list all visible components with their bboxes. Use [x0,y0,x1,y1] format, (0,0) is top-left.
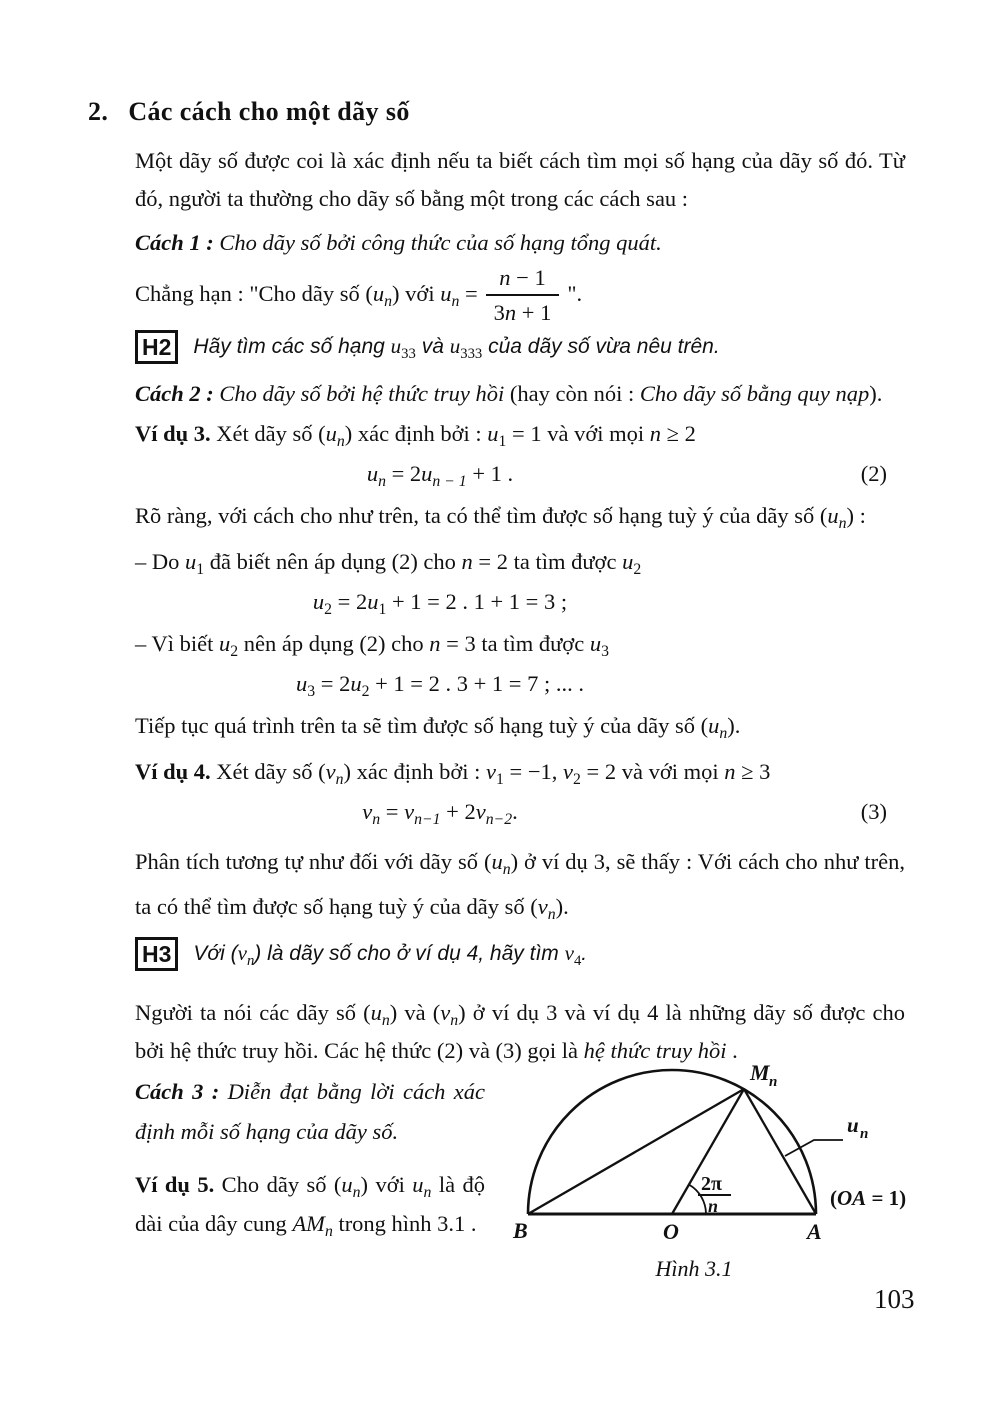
text-run: OA [837,1186,867,1210]
text-run: + 1 [516,299,552,325]
label-u-sub-n: n [860,1126,869,1142]
text-run: ) xác định bởi : [343,759,487,784]
method-1-label: Cách 1 : [135,230,214,255]
text-run: hệ thức truy hồi [583,1038,727,1063]
text-run: + 2 [440,799,476,824]
figure-caption: Hình 3.1 [655,1256,733,1281]
math-sub-1: 1 [498,433,507,450]
h2-badge: H2 [135,330,178,364]
text-run: = 1 và với mọi [506,421,650,446]
activity-h2-text [193,328,719,365]
math-sub-n: n [450,1012,459,1029]
text-run: ) là dãy số cho ở ví dụ 4, hãy tìm [254,942,565,965]
activity-h3-text [193,935,587,972]
math-sub-n-2: n−2 [485,811,513,828]
math-var-u: u [589,631,602,656]
text-run: = 2 [385,461,422,486]
bottom-section [135,1060,907,1307]
example-4-line [135,753,905,791]
math-sub-1: 1 [378,601,387,618]
page-content [88,96,907,1307]
math-sub-1: 1 [196,561,205,578]
math-var-v: v [237,941,247,965]
math-var-v: v [440,1000,451,1025]
text-run: . [726,1038,738,1063]
text-run: ≥ 2 [660,421,696,446]
math-var-u: u [350,671,362,696]
step-2-line [135,625,905,663]
math-var-u: u [367,589,379,614]
continue-line [135,707,905,745]
math-sub-3: 3 [601,643,609,660]
page-number: 103 [874,1284,915,1314]
math-var-n: n [504,299,517,325]
math-var-v: v [563,759,574,784]
text-run: – Do [135,549,185,574]
text-run: nên áp dụng (2) cho [238,631,430,656]
semicircle-arc [528,1070,816,1214]
math-var-u: u [487,421,499,446]
math-sub-n: n [381,1012,390,1029]
text-run: Với ( [193,942,238,965]
text-run: ). [869,381,883,406]
math-var-u: u [325,421,337,446]
math-var-u: u [370,1000,382,1025]
text-run: = 2 ta tìm được [472,549,623,574]
text-run: Cho dãy số bởi hệ thức truy hồi [219,381,505,406]
text-run: đã biết nên áp dụng (2) cho [204,549,462,574]
math-var-AM: AM [292,1211,325,1236]
equation-3 [135,791,905,833]
math-var-n: n [724,759,736,784]
math-sub-333: 333 [460,346,483,362]
text-run: + 1 . [466,461,514,486]
text-run: = −1, [503,759,564,784]
math-u333 [449,334,483,362]
math-var-u: u [708,713,720,738]
math-vn [237,941,255,969]
equation-2 [135,453,905,495]
math-sub-2: 2 [361,683,370,700]
section-heading [88,96,905,128]
math-var-n: n [499,264,511,290]
text-run: Cho dãy số bằng quy nạp [639,381,870,406]
activity-h3 [135,935,905,972]
math-var-u: u [366,461,379,486]
equation-u2 [135,581,905,623]
intro-paragraph [135,142,905,218]
math-var-u: u [622,549,634,574]
text-run: ) với [360,1172,413,1197]
label-u: u [847,1113,859,1137]
math-sub-n: n [246,953,255,969]
math-sub-n: n [502,861,511,878]
text-run: trong hình 3.1 . [332,1211,477,1236]
math-sub-1: 1 [496,771,504,788]
math-var-u: u [412,1172,424,1197]
label-A: A [807,1219,822,1244]
math-sub-n: n [547,906,556,923]
text-run: Cho dãy số ( [214,1172,342,1197]
un-leader-line [785,1140,843,1156]
label-M-sub-n: n [769,1074,778,1090]
math-sub-n: n [451,293,460,310]
text-run: Rõ ràng, với cách cho như trên, ta có thể tìm được số hạng tuỳ ý của dãy số ( [135,503,828,528]
text-run: Chẳng hạn : "Cho dãy số ( [135,281,373,306]
analysis-paragraph [135,839,905,929]
math-sub-n: n [372,811,381,828]
fraction-numerator [486,263,560,296]
angle-denominator: n [708,1196,719,1216]
text-run: ≥ 3 [735,759,771,784]
math-var-v: v [325,759,336,784]
chord-Mn-A [744,1089,816,1214]
math-var-v: v [537,894,548,919]
math-sub-4: 4 [573,953,582,969]
activity-h2 [135,328,905,365]
text-run: − 1 [510,264,546,290]
math-var-n: n [429,631,441,656]
text-run: . [581,942,588,965]
text-run: = 2 [332,589,368,614]
method-1-text: Cho dãy số bởi công thức của số hạng tổng quát. [219,230,662,255]
math-var-u: u [390,334,402,358]
example-formula-line [135,262,905,326]
text-run: Một dãy số được coi là xác định nếu ta biết cách tìm mọi số hạng của dãy số đó. Từ đó, người ta thường cho dãy số bằng một trong các cách sau : [135,148,905,211]
text-run: Phân tích tương tự như đối với dãy số ( [135,849,492,874]
equation-2-number: (2) [860,461,887,486]
text-run: ) ở ví dụ 3, sẽ thấy : Với cách cho như trên, ta có thể tìm được số hạng tuỳ ý của dãy số ( [135,849,905,919]
example-3-line [135,415,905,453]
label-M: M [750,1060,770,1085]
text-run: Hãy tìm các số hạng [193,335,391,358]
text-run: + 1 = 2 . 1 + 1 = 3 ; [386,589,568,614]
text-run: – Vì biết [135,631,219,656]
text-run [135,281,478,310]
angle-numerator: 2π [701,1173,722,1195]
math-var-n: n [461,549,473,574]
math-var-u: u [218,631,231,656]
label-O: O [663,1219,679,1244]
label-OA-equals-1 [830,1186,906,1210]
text-run: = 1) [866,1186,907,1210]
math-u33 [390,334,416,362]
math-sub-n: n [335,771,344,788]
fraction-denominator [486,296,560,326]
math-sub-n: n [423,1184,432,1201]
text-run: Tiếp tục quá trình trên ta sẽ tìm được số hạng tuỳ ý của dãy số ( [135,713,709,738]
math-var-v: v [404,799,415,824]
text-run: (hay còn nói : [504,381,640,406]
text-run: ". [567,281,583,306]
h3-badge: H3 [135,937,178,971]
text-run: . [512,799,518,824]
example-3-label: Ví dụ 3. [135,421,211,446]
section-title: Các cách cho một dãy số [128,97,410,126]
method-3-text: Diễn đạt bằng lời cách xác định mỗi số hạng của dãy số. [135,1079,486,1144]
math-sub-n: n [378,473,386,490]
math-sub-2: 2 [324,601,333,618]
text-run: 3 [493,299,505,325]
remark-line [135,497,905,535]
text-run: Xét dãy số ( [210,421,326,446]
math-sub-n: n [336,433,345,450]
math-sub-n: n [838,515,847,532]
label-B: B [513,1218,528,1243]
method-3-line [135,1072,485,1152]
math-var-u: u [341,1172,353,1197]
left-column [135,1072,485,1243]
text-run: = 2 [315,671,351,696]
math-sub-3: 3 [307,683,316,700]
text-run: của dãy số vừa nêu trên. [482,335,720,358]
math-sub-2: 2 [633,561,642,578]
method-2-label: Cách 2 : [135,381,214,406]
text-run: ). [727,713,741,738]
math-v4 [564,941,582,969]
method-2-line [135,375,905,413]
text-run: = 2 và với mọi [580,759,725,784]
text-run: Người ta nói các dãy số ( [135,1000,371,1025]
text-run: Xét dãy số ( [210,759,326,784]
math-var-u: u [827,503,839,528]
math-sub-2: 2 [573,771,581,788]
figure-3-1 [503,1058,935,1282]
text-run: = 3 ta tìm được [440,631,590,656]
math-sub-n-1: n−1 [414,811,441,828]
example-5-label: Ví dụ 5. [135,1172,215,1197]
math-var-u: u [421,461,433,486]
equation-3-number: (3) [860,799,887,824]
method-3-label: Cách 3 : [135,1079,220,1104]
text-run: ) : [846,503,866,528]
math-var-v: v [564,941,574,965]
equation-u3 [135,663,905,705]
math-var-v: v [362,799,373,824]
text-run: ) với [392,281,441,306]
math-var-u: u [449,334,461,358]
math-var-u: u [440,281,452,306]
math-var-u: u [185,549,197,574]
example-4-label: Ví dụ 4. [135,759,211,784]
text-run: ) xác định bởi : [344,421,488,446]
math-var-u: u [372,281,385,306]
math-sub-n: n [352,1184,361,1201]
text-run: ) ở ví dụ 3 và ví dụ 4 là những dãy số được cho bởi hệ thức truy hồi. Các hệ thức (2) và (3) gọi là [135,1000,906,1063]
text-run: ). [555,894,569,919]
math-var-n: n [649,421,661,446]
example-5-line [135,1165,485,1243]
math-sub-n: n [324,1223,333,1240]
math-sub-n: n [384,293,393,310]
text-run: ( [830,1186,837,1210]
math-var-u: u [296,671,308,696]
text-run: + 1 = 2 . 3 + 1 = 7 ; ... . [369,671,584,696]
section-number: 2. [88,97,109,126]
math-var-v: v [486,759,497,784]
text-run: và [415,335,450,358]
text-run: = [459,281,478,306]
math-var-v: v [475,799,486,824]
math-var-u: u [312,589,325,614]
math-var-u: u [491,849,503,874]
text-run: = [380,799,405,824]
step-1-line [135,543,905,581]
semicircle-diagram [503,1058,935,1254]
math-sub-33: 33 [401,346,416,362]
math-sub-n: n [719,725,728,742]
math-sub-2: 2 [230,643,239,660]
text-run: là độ dài của dây cung [135,1172,485,1236]
method-1-line [135,224,905,262]
math-sub-n-1: n − 1 [432,473,467,490]
text-run: ) và ( [389,1000,441,1025]
fraction [486,263,560,326]
